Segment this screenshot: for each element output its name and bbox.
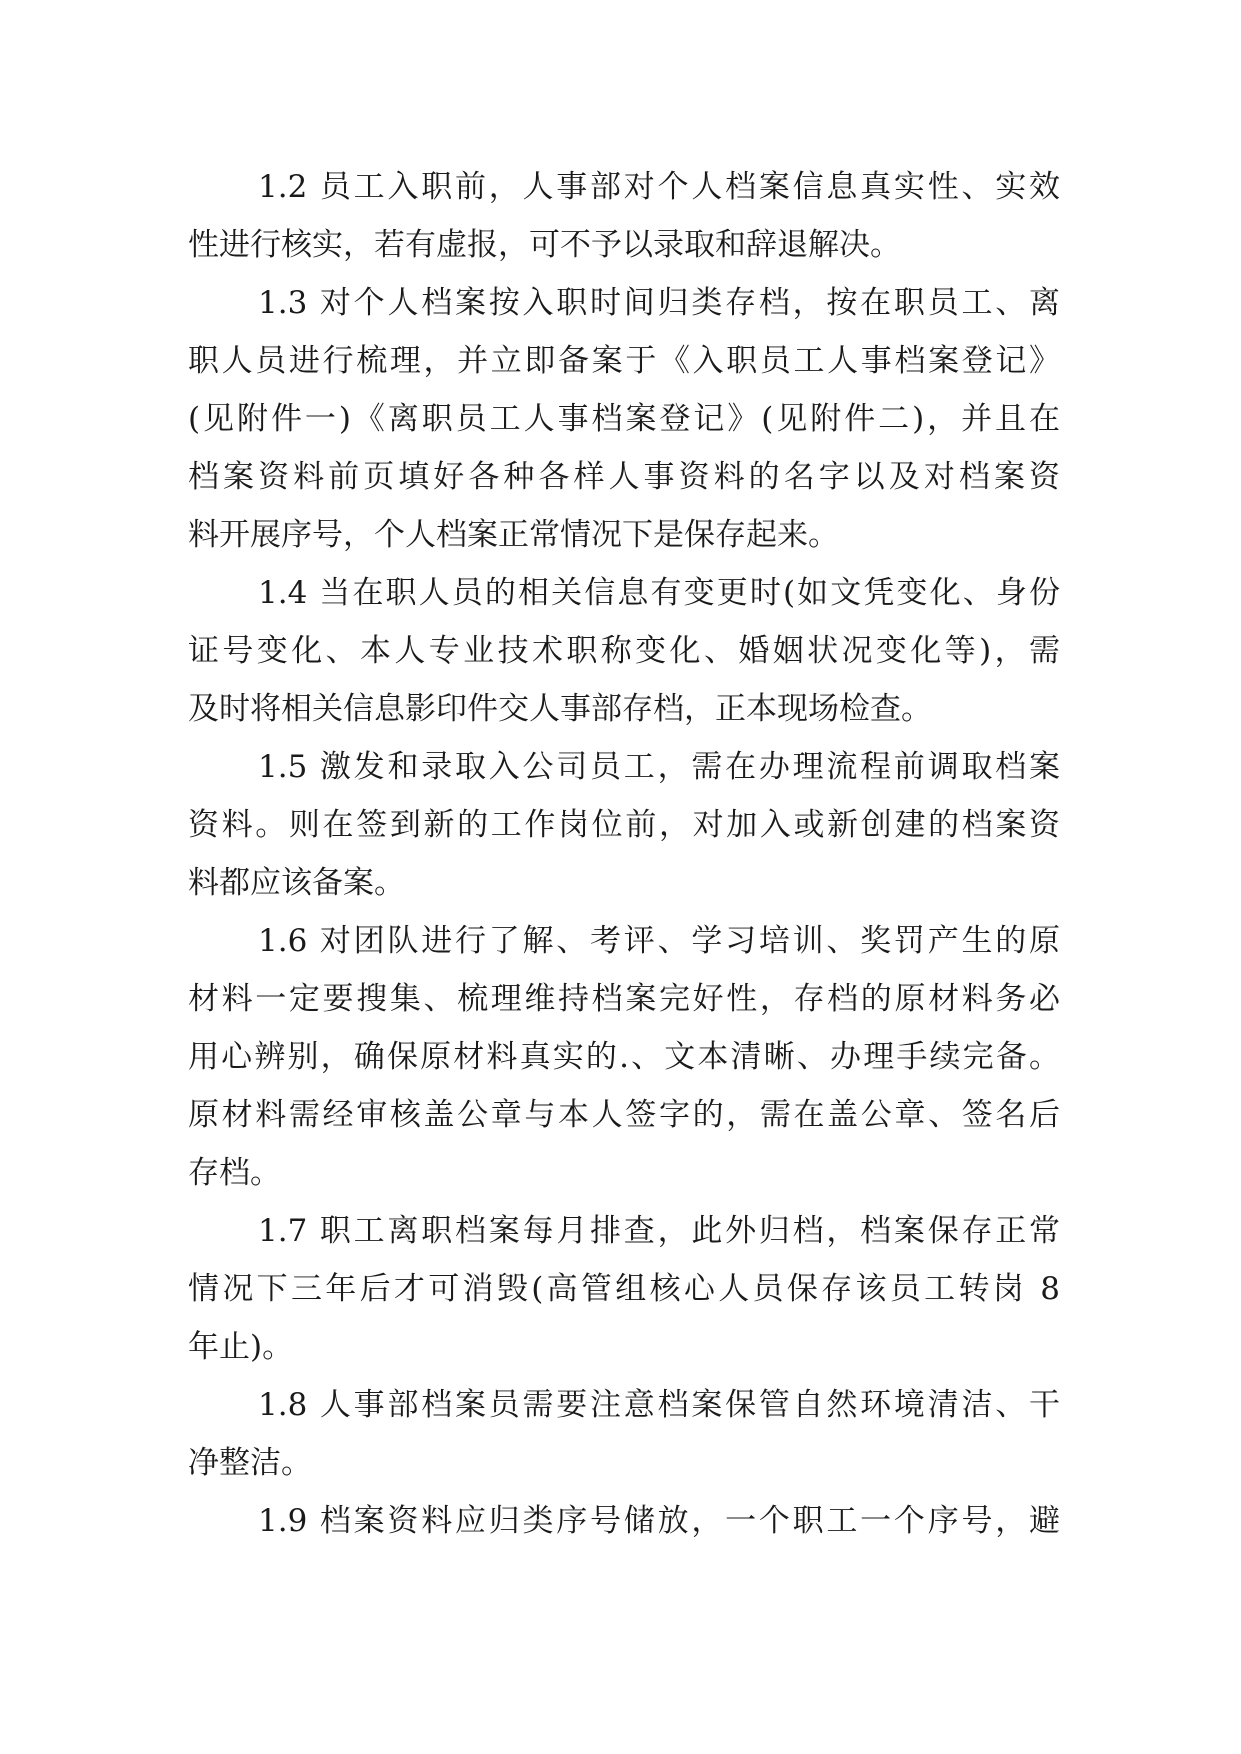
paragraph-1-2-line-1: 1.2 员工入职前，人事部对个人档案信息真实性、实效 bbox=[258, 169, 1060, 205]
paragraph-1-3-line-2: 职人员进行梳理，并立即备案于《入职员工人事档案登记》 bbox=[188, 343, 1060, 379]
paragraph-1-6-line-3: 用心辨别，确保原材料真实的.、文本清晰、办理手续完备。 bbox=[188, 1039, 1060, 1075]
paragraph-1-6-line-2: 材料一定要搜集、梳理维持档案完好性，存档的原材料务必 bbox=[188, 981, 1060, 1017]
document-body bbox=[188, 158, 1060, 1550]
paragraph-1-5-line-1: 1.5 激发和录取入公司员工，需在办理流程前调取档案 bbox=[258, 749, 1060, 785]
paragraph-1-6-line-4: 原材料需经审核盖公章与本人签字的，需在盖公章、签名后 bbox=[188, 1097, 1060, 1133]
paragraph-1-4-line-2: 证号变化、本人专业技术职称变化、婚姻状况变化等)，需 bbox=[188, 633, 1060, 669]
paragraph-1-3-line-5: 料开展序号，个人档案正常情况下是保存起来。 bbox=[188, 517, 839, 553]
paragraph-1-4-line-3: 及时将相关信息影印件交人事部存档，正本现场检查。 bbox=[188, 691, 932, 727]
paragraph-1-5-line-2: 资料。则在签到新的工作岗位前，对加入或新创建的档案资 bbox=[188, 807, 1060, 843]
paragraph-1-7-line-3: 年止)。 bbox=[188, 1329, 294, 1365]
paragraph-1-8-line-1: 1.8 人事部档案员需要注意档案保管自然环境清洁、干 bbox=[258, 1387, 1060, 1423]
paragraph-1-2-line-2: 性进行核实，若有虚报，可不予以录取和辞退解决。 bbox=[188, 227, 901, 263]
paragraph-1-8-line-2: 净整洁。 bbox=[188, 1445, 312, 1481]
paragraph-1-5-line-3: 料都应该备案。 bbox=[188, 865, 405, 901]
paragraph-1-3-line-3: (见附件一)《离职员工人事档案登记》(见附件二)，并且在 bbox=[188, 401, 1060, 437]
paragraph-1-3-line-1: 1.3 对个人档案按入职时间归类存档，按在职员工、离 bbox=[258, 285, 1060, 321]
paragraph-1-6-line-1: 1.6 对团队进行了解、考评、学习培训、奖罚产生的原 bbox=[258, 923, 1060, 959]
paragraph-1-4-line-1: 1.4 当在职人员的相关信息有变更时(如文凭变化、身份 bbox=[258, 575, 1060, 611]
paragraph-1-9-line-1: 1.9 档案资料应归类序号储放，一个职工一个序号，避 bbox=[258, 1503, 1060, 1539]
paragraph-1-3-line-4: 档案资料前页填好各种各样人事资料的名字以及对档案资 bbox=[188, 459, 1060, 495]
paragraph-1-6-line-5: 存档。 bbox=[188, 1155, 281, 1191]
paragraph-1-7-line-2: 情况下三年后才可消毁(高管组核心人员保存该员工转岗 8 bbox=[188, 1271, 1060, 1307]
paragraph-1-7-line-1: 1.7 职工离职档案每月排查，此外归档，档案保存正常 bbox=[258, 1213, 1060, 1249]
